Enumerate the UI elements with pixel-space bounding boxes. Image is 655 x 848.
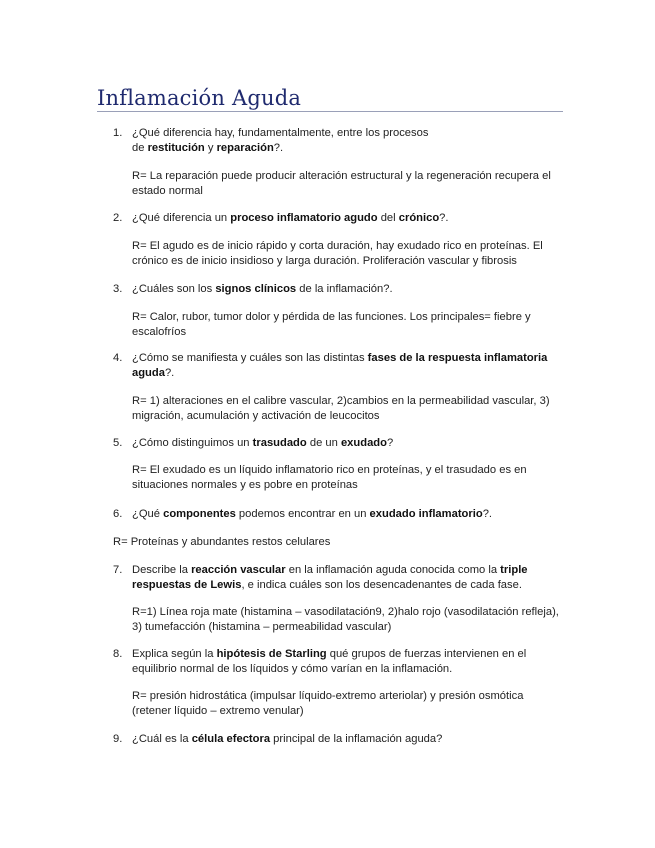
question-number: 8. [113,648,123,660]
question-text: ¿Qué componentes podemos encontrar en un exudado inflamatorio?. [132,508,493,520]
question-number: 2. [113,212,123,224]
answer-8: R= presión hidrostática (impulsar líquido-extremo arteriolar) y presión osmótica (retener líquido – extremo venular) [132,690,524,717]
keyword: triple respuestas de Lewis [132,564,528,591]
question-number: 1. [113,127,123,139]
keyword: componentes [163,508,236,520]
question-number: 6. [113,508,123,520]
page-title: Inflamación Aguda [97,86,302,110]
question-text: ¿Cuáles son los signos clínicos de la inflamación?. [132,283,393,295]
keyword: reacción vascular [191,564,286,576]
keyword: fases de la respuesta inflamatoria aguda [132,352,548,379]
question-number: 3. [113,283,123,295]
keyword: célula efectora [191,733,271,745]
question-number: 5. [113,437,123,449]
answer-2: R= El agudo es de inicio rápido y corta duración, hay exudado rico en proteínas. El crónico es de inicio insidioso y larga duración. Proliferación vascular y fibrosis [132,240,543,267]
question-text: ¿Qué diferencia un proceso inflamatorio agudo del crónico?. [132,212,449,224]
question-number: 4. [113,352,123,364]
keyword: restitución [147,142,205,154]
answer-7: R=1) Línea roja mate (histamina – vasodilatación9, 2)halo rojo (vasodilatación refleja), 3) tumefacción (histamina – permeabilidad vascular) [132,606,559,633]
question-text: Describe la reacción vascular en la inflamación aguda conocida como la triple respuestas de Lewis, e indica cuáles son los desencadenantes de cada fase. [132,564,528,591]
answer-3: R= Calor, rubor, tumor dolor y pérdida de las funciones. Los principales= fiebre y escalofríos [132,311,531,338]
question-text: ¿Cómo distinguimos un trasudado de un exudado? [132,437,394,449]
keyword: signos clínicos [215,283,297,295]
answer-5: R= El exudado es un líquido inflamatorio rico en proteínas, y el trasudado es en situaciones normales y es pobre en proteínas [132,464,527,491]
keyword: proceso inflamatorio agudo [230,212,378,224]
question-text: ¿Cómo se manifiesta y cuáles son las distintas fases de la respuesta inflamatoria aguda?. [132,352,548,379]
question-text: ¿Qué diferencia hay, fundamentalmente, entre los procesos de restitución y reparación?. [132,127,429,154]
question-number: 7. [113,564,123,576]
question-text: ¿Cuál es la célula efectora principal de la inflamación aguda? [132,733,443,745]
title-underline [97,111,563,112]
keyword: reparación [216,142,274,154]
keyword: exudado inflamatorio [369,508,483,520]
question-text: Explica según la hipótesis de Starling qué grupos de fuerzas intervienen en el equilibrio normal de los líquidos y cómo varían en la inflamación. [132,648,527,675]
keyword: hipótesis de Starling [216,648,327,660]
keyword: crónico [398,212,440,224]
keyword: exudado [340,437,387,449]
answer-4: R= 1) alteraciones en el calibre vascular, 2)cambios en la permeabilidad vascular, 3) migración, acumulación y activación de leucocitos [132,395,550,422]
answer-1: R= La reparación puede producir alteración estructural y la regeneración recupera el estado normal [132,170,551,197]
keyword: trasudado [252,437,307,449]
question-number: 9. [113,733,123,745]
answer-6: R= Proteínas y abundantes restos celulares [113,536,331,548]
